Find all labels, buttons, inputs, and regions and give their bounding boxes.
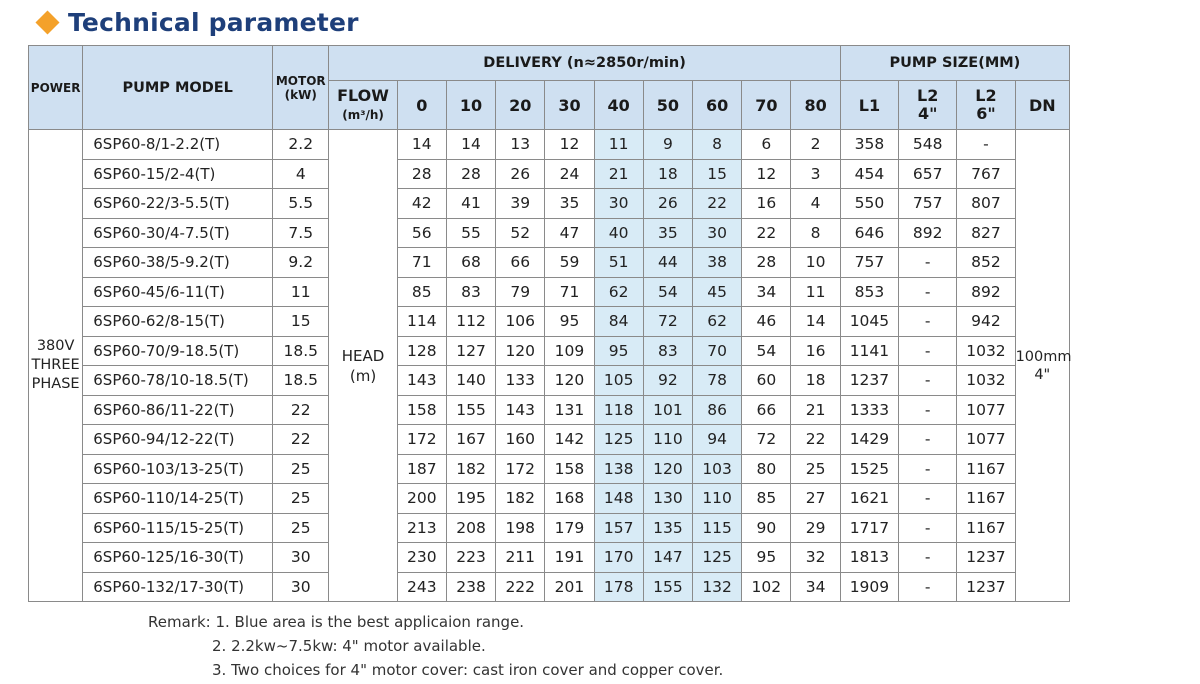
header-pump-size: PUMP SIZE(MM) [840, 46, 1069, 81]
head-value-cell: 38 [693, 248, 742, 278]
motor-cell: 30 [273, 572, 329, 602]
pump-model-cell: 6SP60-15/2-4(T) [83, 159, 273, 189]
technical-parameter-table [28, 45, 1070, 602]
motor-cell: 7.5 [273, 218, 329, 248]
head-value-cell: 21 [594, 159, 643, 189]
l2-4in-cell: 892 [899, 218, 957, 248]
header-l1: L1 [840, 81, 898, 130]
l1-cell: 358 [840, 130, 898, 160]
head-value-cell: 54 [643, 277, 692, 307]
l2-4in-cell: - [899, 395, 957, 425]
head-value-cell: 24 [545, 159, 594, 189]
head-value-cell: 178 [594, 572, 643, 602]
l1-cell: 757 [840, 248, 898, 278]
header-l2-4in-label: L2 [917, 86, 939, 105]
head-value-cell: 2 [791, 130, 840, 160]
head-value-cell: 28 [742, 248, 791, 278]
head-value-cell: 9 [643, 130, 692, 160]
head-value-cell: 83 [643, 336, 692, 366]
l2-6in-cell: 942 [957, 307, 1015, 337]
head-value-cell: 92 [643, 366, 692, 396]
head-value-cell: 22 [742, 218, 791, 248]
motor-cell: 2.2 [273, 130, 329, 160]
l2-6in-cell: 767 [957, 159, 1015, 189]
head-value-cell: 11 [791, 277, 840, 307]
head-value-cell: 22 [693, 189, 742, 219]
motor-cell: 18.5 [273, 336, 329, 366]
title-bar [36, 4, 359, 40]
head-value-cell: 47 [545, 218, 594, 248]
head-value-cell: 155 [643, 572, 692, 602]
head-value-cell: 14 [397, 130, 446, 160]
head-value-cell: 14 [446, 130, 495, 160]
head-value-cell: 148 [594, 484, 643, 514]
head-value-cell: 143 [397, 366, 446, 396]
header-l2-6in-size: 6" [976, 104, 996, 123]
head-value-cell: 28 [397, 159, 446, 189]
l2-4in-cell: - [899, 307, 957, 337]
head-value-cell: 133 [496, 366, 545, 396]
table-row [29, 336, 1070, 366]
table-row [29, 130, 1070, 160]
head-label-cell [329, 130, 397, 602]
head-value-cell: 84 [594, 307, 643, 337]
l2-4in-cell: 548 [899, 130, 957, 160]
head-value-cell: 120 [643, 454, 692, 484]
head-value-cell: 4 [791, 189, 840, 219]
l2-6in-cell: - [957, 130, 1015, 160]
flow-value: 40 [594, 81, 643, 130]
header-motor-label: MOTOR [275, 73, 326, 88]
table-row [29, 189, 1070, 219]
head-value-cell: 72 [643, 307, 692, 337]
head-value-cell: 8 [791, 218, 840, 248]
flow-value: 10 [446, 81, 495, 130]
dn-cell-line: 100mm [1015, 348, 1072, 365]
header-l2-4in-size: 4" [917, 104, 938, 123]
l2-6in-cell: 1077 [957, 425, 1015, 455]
head-value-cell: 112 [446, 307, 495, 337]
head-value-cell: 131 [545, 395, 594, 425]
page-title: Technical parameter [68, 7, 359, 37]
head-value-cell: 30 [594, 189, 643, 219]
head-value-cell: 110 [693, 484, 742, 514]
head-value-cell: 18 [791, 366, 840, 396]
head-value-cell: 115 [693, 513, 742, 543]
head-value-cell: 56 [397, 218, 446, 248]
head-value-cell: 85 [742, 484, 791, 514]
l2-4in-cell: 657 [899, 159, 957, 189]
head-value-cell: 52 [496, 218, 545, 248]
l1-cell: 1813 [840, 543, 898, 573]
l1-cell: 1141 [840, 336, 898, 366]
header-flow-label: FLOW [337, 85, 389, 105]
head-value-cell: 127 [446, 336, 495, 366]
header-flow-unit: (m³/h) [342, 107, 384, 122]
head-value-cell: 125 [693, 543, 742, 573]
head-value-cell: 42 [397, 189, 446, 219]
head-value-cell: 12 [742, 159, 791, 189]
flow-value: 20 [496, 81, 545, 130]
head-value-cell: 211 [496, 543, 545, 573]
flow-value: 30 [545, 81, 594, 130]
head-value-cell: 155 [446, 395, 495, 425]
head-value-cell: 85 [397, 277, 446, 307]
head-value-cell: 95 [594, 336, 643, 366]
head-value-cell: 59 [545, 248, 594, 278]
pump-model-cell: 6SP60-94/12-22(T) [83, 425, 273, 455]
pump-model-cell: 6SP60-30/4-7.5(T) [83, 218, 273, 248]
pump-model-cell: 6SP60-62/8-15(T) [83, 307, 273, 337]
head-value-cell: 22 [791, 425, 840, 455]
head-value-cell: 16 [742, 189, 791, 219]
head-value-cell: 18 [643, 159, 692, 189]
motor-cell: 30 [273, 543, 329, 573]
pump-model-cell: 6SP60-8/1-2.2(T) [83, 130, 273, 160]
l2-6in-cell: 1032 [957, 336, 1015, 366]
head-value-cell: 16 [791, 336, 840, 366]
head-value-cell: 40 [594, 218, 643, 248]
l2-6in-cell: 1032 [957, 366, 1015, 396]
l1-cell: 1237 [840, 366, 898, 396]
motor-cell: 9.2 [273, 248, 329, 278]
l2-6in-cell: 892 [957, 277, 1015, 307]
head-value-cell: 157 [594, 513, 643, 543]
l2-6in-cell: 827 [957, 218, 1015, 248]
l2-4in-cell: - [899, 513, 957, 543]
table-row [29, 218, 1070, 248]
head-value-cell: 62 [693, 307, 742, 337]
head-label-cell-line: (m) [349, 366, 377, 385]
header-delivery: DELIVERY (n≈2850r/min) [329, 46, 840, 81]
l2-6in-cell: 1237 [957, 572, 1015, 602]
pump-model-cell: 6SP60-70/9-18.5(T) [83, 336, 273, 366]
head-label-cell-line: HEAD [341, 346, 385, 365]
l2-4in-cell: - [899, 454, 957, 484]
l2-4in-cell: - [899, 543, 957, 573]
head-value-cell: 21 [791, 395, 840, 425]
head-value-cell: 12 [545, 130, 594, 160]
head-value-cell: 66 [742, 395, 791, 425]
head-value-cell: 102 [742, 572, 791, 602]
diamond-bullet-icon [35, 10, 59, 34]
l1-cell: 1909 [840, 572, 898, 602]
l1-cell: 853 [840, 277, 898, 307]
head-value-cell: 101 [643, 395, 692, 425]
head-value-cell: 3 [791, 159, 840, 189]
pump-model-cell: 6SP60-115/15-25(T) [83, 513, 273, 543]
header-motor [273, 46, 329, 130]
head-value-cell: 35 [545, 189, 594, 219]
head-value-cell: 86 [693, 395, 742, 425]
head-value-cell: 71 [545, 277, 594, 307]
head-value-cell: 222 [496, 572, 545, 602]
pump-model-cell: 6SP60-103/13-25(T) [83, 454, 273, 484]
head-value-cell: 14 [791, 307, 840, 337]
motor-cell: 22 [273, 395, 329, 425]
motor-cell: 15 [273, 307, 329, 337]
head-value-cell: 223 [446, 543, 495, 573]
head-value-cell: 45 [693, 277, 742, 307]
head-value-cell: 142 [545, 425, 594, 455]
header-l2-6in-label: L2 [975, 86, 997, 105]
power-cell-line: THREE [31, 357, 80, 373]
motor-cell: 25 [273, 484, 329, 514]
head-value-cell: 158 [397, 395, 446, 425]
l1-cell: 1333 [840, 395, 898, 425]
head-value-cell: 106 [496, 307, 545, 337]
header-dn: DN [1015, 81, 1069, 130]
pump-model-cell: 6SP60-45/6-11(T) [83, 277, 273, 307]
dn-cell-line: 4" [1034, 366, 1051, 383]
head-value-cell: 168 [545, 484, 594, 514]
head-value-cell: 83 [446, 277, 495, 307]
head-value-cell: 55 [446, 218, 495, 248]
l2-4in-cell: - [899, 484, 957, 514]
motor-cell: 18.5 [273, 366, 329, 396]
l2-6in-cell: 1167 [957, 454, 1015, 484]
head-value-cell: 10 [791, 248, 840, 278]
head-value-cell: 44 [643, 248, 692, 278]
head-value-cell: 138 [594, 454, 643, 484]
head-value-cell: 143 [496, 395, 545, 425]
head-value-cell: 105 [594, 366, 643, 396]
table-row [29, 454, 1070, 484]
pump-model-cell: 6SP60-110/14-25(T) [83, 484, 273, 514]
head-value-cell: 132 [693, 572, 742, 602]
pump-model-cell: 6SP60-22/3-5.5(T) [83, 189, 273, 219]
remarks [148, 610, 723, 682]
head-value-cell: 34 [791, 572, 840, 602]
head-value-cell: 103 [693, 454, 742, 484]
head-value-cell: 11 [594, 130, 643, 160]
table-row [29, 484, 1070, 514]
l1-cell: 1525 [840, 454, 898, 484]
head-value-cell: 30 [693, 218, 742, 248]
head-value-cell: 32 [791, 543, 840, 573]
head-value-cell: 172 [496, 454, 545, 484]
remark-line-2: 2. 2.2kw~7.5kw: 4" motor available. [212, 637, 486, 655]
head-value-cell: 26 [643, 189, 692, 219]
header-pump-model: PUMP MODEL [83, 46, 273, 130]
head-value-cell: 170 [594, 543, 643, 573]
l2-4in-cell: - [899, 336, 957, 366]
head-value-cell: 230 [397, 543, 446, 573]
head-value-cell: 72 [742, 425, 791, 455]
power-cell-line: 380V [36, 338, 75, 354]
pump-model-cell: 6SP60-125/16-30(T) [83, 543, 273, 573]
head-value-cell: 135 [643, 513, 692, 543]
table-body [29, 130, 1070, 602]
l1-cell: 550 [840, 189, 898, 219]
motor-cell: 5.5 [273, 189, 329, 219]
l2-6in-cell: 852 [957, 248, 1015, 278]
l1-cell: 1717 [840, 513, 898, 543]
l2-4in-cell: - [899, 248, 957, 278]
head-value-cell: 28 [446, 159, 495, 189]
head-value-cell: 120 [496, 336, 545, 366]
table-row [29, 248, 1070, 278]
table-row [29, 307, 1070, 337]
head-value-cell: 191 [545, 543, 594, 573]
head-value-cell: 15 [693, 159, 742, 189]
table-row [29, 425, 1070, 455]
motor-cell: 25 [273, 513, 329, 543]
head-value-cell: 25 [791, 454, 840, 484]
head-value-cell: 125 [594, 425, 643, 455]
head-value-cell: 29 [791, 513, 840, 543]
table-row [29, 395, 1070, 425]
header-l2-6in [957, 81, 1015, 130]
head-value-cell: 187 [397, 454, 446, 484]
l2-6in-cell: 807 [957, 189, 1015, 219]
l1-cell: 1045 [840, 307, 898, 337]
head-value-cell: 172 [397, 425, 446, 455]
head-value-cell: 200 [397, 484, 446, 514]
head-value-cell: 182 [496, 484, 545, 514]
l2-4in-cell: 757 [899, 189, 957, 219]
head-value-cell: 80 [742, 454, 791, 484]
motor-cell: 4 [273, 159, 329, 189]
l2-6in-cell: 1167 [957, 513, 1015, 543]
head-value-cell: 95 [742, 543, 791, 573]
power-cell-line: PHASE [31, 376, 80, 392]
pump-model-cell: 6SP60-38/5-9.2(T) [83, 248, 273, 278]
head-value-cell: 179 [545, 513, 594, 543]
head-value-cell: 13 [496, 130, 545, 160]
l1-cell: 454 [840, 159, 898, 189]
dn-cell [1015, 130, 1072, 602]
head-value-cell: 128 [397, 336, 446, 366]
l1-cell: 1621 [840, 484, 898, 514]
head-value-cell: 70 [693, 336, 742, 366]
table-row [29, 159, 1070, 189]
l2-4in-cell: - [899, 572, 957, 602]
header-flow [329, 81, 397, 130]
header-l2-4in [899, 81, 957, 130]
head-value-cell: 182 [446, 454, 495, 484]
l2-6in-cell: 1077 [957, 395, 1015, 425]
remark-line-3: 3. Two choices for 4" motor cover: cast iron cover and copper cover. [212, 661, 724, 679]
head-value-cell: 60 [742, 366, 791, 396]
table-row [29, 543, 1070, 573]
flow-value: 0 [397, 81, 446, 130]
head-value-cell: 94 [693, 425, 742, 455]
l2-4in-cell: - [899, 425, 957, 455]
head-value-cell: 140 [446, 366, 495, 396]
pump-model-cell: 6SP60-132/17-30(T) [83, 572, 273, 602]
head-value-cell: 213 [397, 513, 446, 543]
head-value-cell: 90 [742, 513, 791, 543]
motor-cell: 25 [273, 454, 329, 484]
l2-6in-cell: 1167 [957, 484, 1015, 514]
head-value-cell: 46 [742, 307, 791, 337]
head-value-cell: 198 [496, 513, 545, 543]
motor-cell: 22 [273, 425, 329, 455]
table-row [29, 572, 1070, 602]
motor-cell: 11 [273, 277, 329, 307]
head-value-cell: 66 [496, 248, 545, 278]
flow-value: 70 [742, 81, 791, 130]
l1-cell: 646 [840, 218, 898, 248]
head-value-cell: 167 [446, 425, 495, 455]
head-value-cell: 26 [496, 159, 545, 189]
header-motor-unit: (kW) [284, 87, 317, 102]
remark-line-1: Remark: 1. Blue area is the best applicaion range. [148, 613, 525, 631]
flow-value: 80 [791, 81, 840, 130]
head-value-cell: 95 [545, 307, 594, 337]
header-power: POWER [29, 46, 83, 130]
head-value-cell: 243 [397, 572, 446, 602]
l2-4in-cell: - [899, 277, 957, 307]
head-value-cell: 201 [545, 572, 594, 602]
head-value-cell: 51 [594, 248, 643, 278]
head-value-cell: 41 [446, 189, 495, 219]
head-value-cell: 35 [643, 218, 692, 248]
head-value-cell: 109 [545, 336, 594, 366]
flow-value: 50 [643, 81, 692, 130]
table-row [29, 277, 1070, 307]
head-value-cell: 147 [643, 543, 692, 573]
head-value-cell: 34 [742, 277, 791, 307]
head-value-cell: 238 [446, 572, 495, 602]
table-row [29, 513, 1070, 543]
head-value-cell: 195 [446, 484, 495, 514]
head-value-cell: 208 [446, 513, 495, 543]
head-value-cell: 6 [742, 130, 791, 160]
head-value-cell: 54 [742, 336, 791, 366]
head-value-cell: 130 [643, 484, 692, 514]
l2-6in-cell: 1237 [957, 543, 1015, 573]
head-value-cell: 120 [545, 366, 594, 396]
pump-model-cell: 6SP60-78/10-18.5(T) [83, 366, 273, 396]
pump-model-cell: 6SP60-86/11-22(T) [83, 395, 273, 425]
head-value-cell: 118 [594, 395, 643, 425]
head-value-cell: 79 [496, 277, 545, 307]
head-value-cell: 71 [397, 248, 446, 278]
l2-4in-cell: - [899, 366, 957, 396]
head-value-cell: 110 [643, 425, 692, 455]
head-value-cell: 62 [594, 277, 643, 307]
head-value-cell: 68 [446, 248, 495, 278]
head-value-cell: 158 [545, 454, 594, 484]
power-cell [29, 130, 83, 602]
head-value-cell: 39 [496, 189, 545, 219]
flow-value: 60 [693, 81, 742, 130]
head-value-cell: 27 [791, 484, 840, 514]
head-value-cell: 114 [397, 307, 446, 337]
table-row [29, 366, 1070, 396]
head-value-cell: 78 [693, 366, 742, 396]
head-value-cell: 160 [496, 425, 545, 455]
head-value-cell: 8 [693, 130, 742, 160]
l1-cell: 1429 [840, 425, 898, 455]
